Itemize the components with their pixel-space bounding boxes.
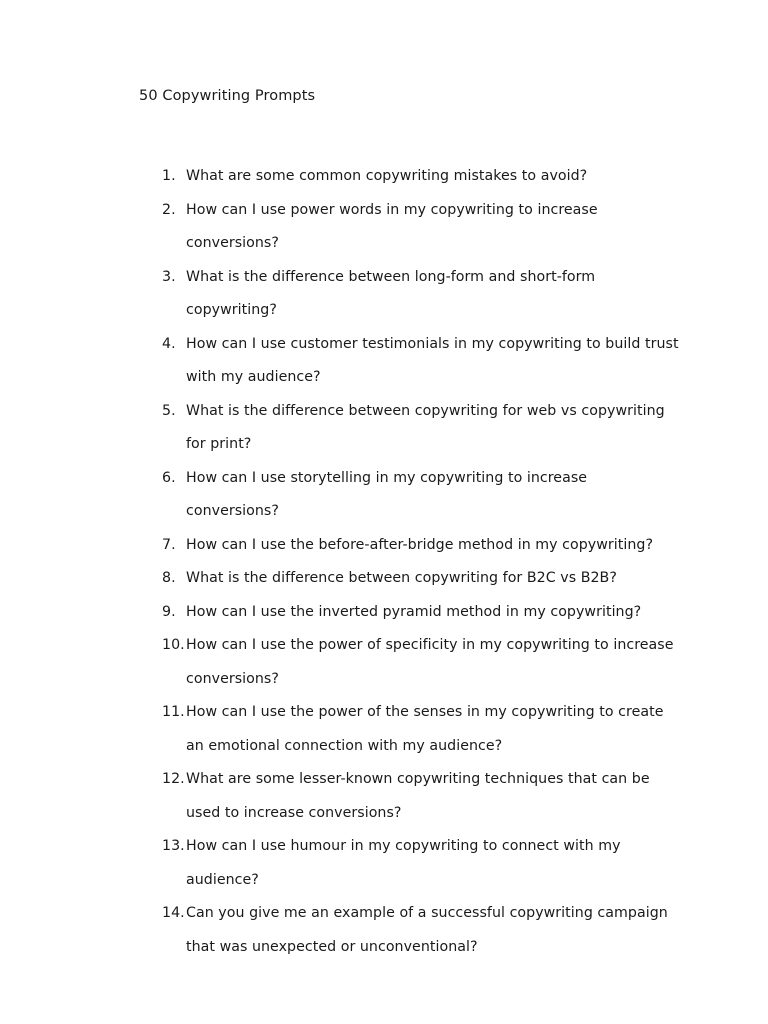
list-item-text: How can I use the power of specificity in my copywriting to increase conversions?	[186, 637, 674, 687]
list-item-text: Can you give me an example of a successful copywriting campaign that was unexpected or unconventional?	[186, 905, 668, 955]
list-item	[162, 596, 682, 630]
list-item-number: 14.	[162, 905, 185, 921]
list-item-number: 5.	[162, 402, 176, 419]
list-item-text: How can I use storytelling in my copywriting to increase conversions?	[186, 469, 588, 519]
list-item	[162, 529, 682, 563]
prompt-list	[162, 160, 682, 964]
list-item	[162, 462, 682, 529]
list-item-number: 2.	[162, 201, 176, 218]
list-item	[162, 194, 682, 261]
list-item-number: 1.	[162, 168, 176, 184]
list-item-number: 3.	[162, 268, 176, 285]
list-item-text: What is the difference between copywriting for web vs copywriting for print?	[186, 402, 665, 452]
list-item	[162, 696, 682, 763]
list-item-text: What are some lesser-known copywriting techniques that can be used to increase conversions?	[186, 771, 650, 821]
list-item-text: What are some common copywriting mistakes to avoid?	[186, 168, 588, 184]
list-item	[162, 328, 682, 395]
list-item-text: How can I use power words in my copywriting to increase conversions?	[186, 201, 598, 251]
list-item	[162, 562, 682, 596]
document-title: 50 Copywriting Prompts	[139, 88, 316, 104]
list-item-number: 6.	[162, 469, 176, 486]
list-item	[162, 395, 682, 462]
list-item	[162, 830, 682, 897]
list-item	[162, 261, 682, 328]
list-item	[162, 160, 682, 194]
list-item-text: How can I use customer testimonials in my copywriting to build trust with my audience?	[186, 335, 679, 385]
list-item	[162, 763, 682, 830]
list-item-text: How can I use the power of the senses in my copywriting to create an emotional connection with my audience?	[186, 704, 664, 754]
list-item-number: 9.	[162, 603, 176, 620]
list-item-text: What is the difference between copywriting for B2C vs B2B?	[186, 570, 617, 586]
list-item-number: 11.	[162, 704, 185, 720]
list-item	[162, 629, 682, 696]
list-item-text: How can I use the inverted pyramid method in my copywriting?	[186, 603, 642, 620]
list-item-number: 10.	[162, 637, 185, 653]
list-item-number: 4.	[162, 335, 176, 352]
list-item-text: How can I use humour in my copywriting to connect with my audience?	[186, 838, 621, 888]
list-item-number: 7.	[162, 536, 176, 553]
list-item-text: What is the difference between long-form and short-form copywriting?	[186, 268, 596, 318]
list-item-number: 12.	[162, 771, 185, 787]
list-item-text: How can I use the before-after-bridge method in my copywriting?	[186, 536, 654, 553]
list-item-number: 8.	[162, 570, 176, 586]
list-item	[162, 897, 682, 964]
list-item-number: 13.	[162, 838, 185, 854]
